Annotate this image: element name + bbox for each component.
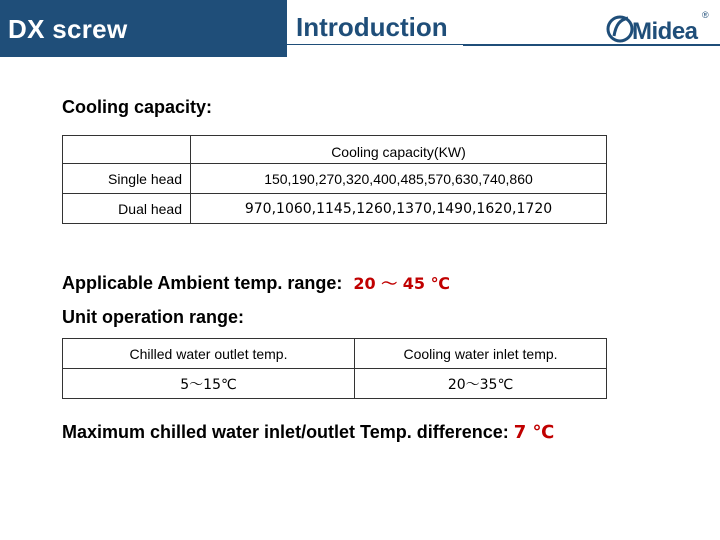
row-label-single-head: Single head: [63, 164, 191, 194]
max-temp-difference-value: 7 ℃: [513, 422, 555, 443]
cooling-water-header: Cooling water inlet temp.: [355, 339, 607, 369]
table-header-row: [63, 136, 607, 164]
row-value-single-head: 150,190,270,320,400,485,570,630,740,860: [191, 164, 607, 194]
max-temp-difference-line: [62, 422, 554, 443]
header-bar: [0, 0, 720, 57]
unit-operation-heading: Unit operation range:: [62, 307, 245, 327]
header-product-title: DX screw: [8, 14, 128, 44]
logo-text: Midea: [632, 18, 698, 45]
midea-logo: [606, 10, 716, 48]
row-label-dual-head: Dual head: [63, 194, 191, 224]
row-value-dual-head: 970,1060,1145,1260,1370,1490,1620,1720: [191, 194, 607, 224]
header-left-block: [0, 0, 287, 57]
ambient-temp-line: [62, 271, 450, 294]
logo-registered-mark: ®: [702, 10, 709, 20]
table-row: [63, 164, 607, 194]
chilled-water-header: Chilled water outlet temp.: [63, 339, 355, 369]
header-section-tab: [287, 0, 463, 45]
cooling-water-range: 20～35℃: [355, 369, 607, 399]
table-row: [63, 194, 607, 224]
chilled-water-range: 5～15℃: [63, 369, 355, 399]
table-header-row: [63, 339, 607, 369]
cooling-capacity-table: [62, 135, 607, 224]
operation-range-table: [62, 338, 607, 399]
table-row: [63, 369, 607, 399]
ambient-temp-label: Applicable Ambient temp. range:: [62, 273, 343, 293]
header-section-title: Introduction: [296, 12, 448, 42]
cooling-capacity-column-header: Cooling capacity(KW): [191, 136, 607, 164]
max-temp-difference-label: Maximum chilled water inlet/outlet Temp. difference:: [62, 422, 514, 442]
ambient-temp-value: 20 ～ 45 ℃: [353, 274, 451, 293]
cooling-capacity-heading: Cooling capacity:: [62, 97, 213, 117]
table-header-empty-cell: [63, 136, 191, 164]
